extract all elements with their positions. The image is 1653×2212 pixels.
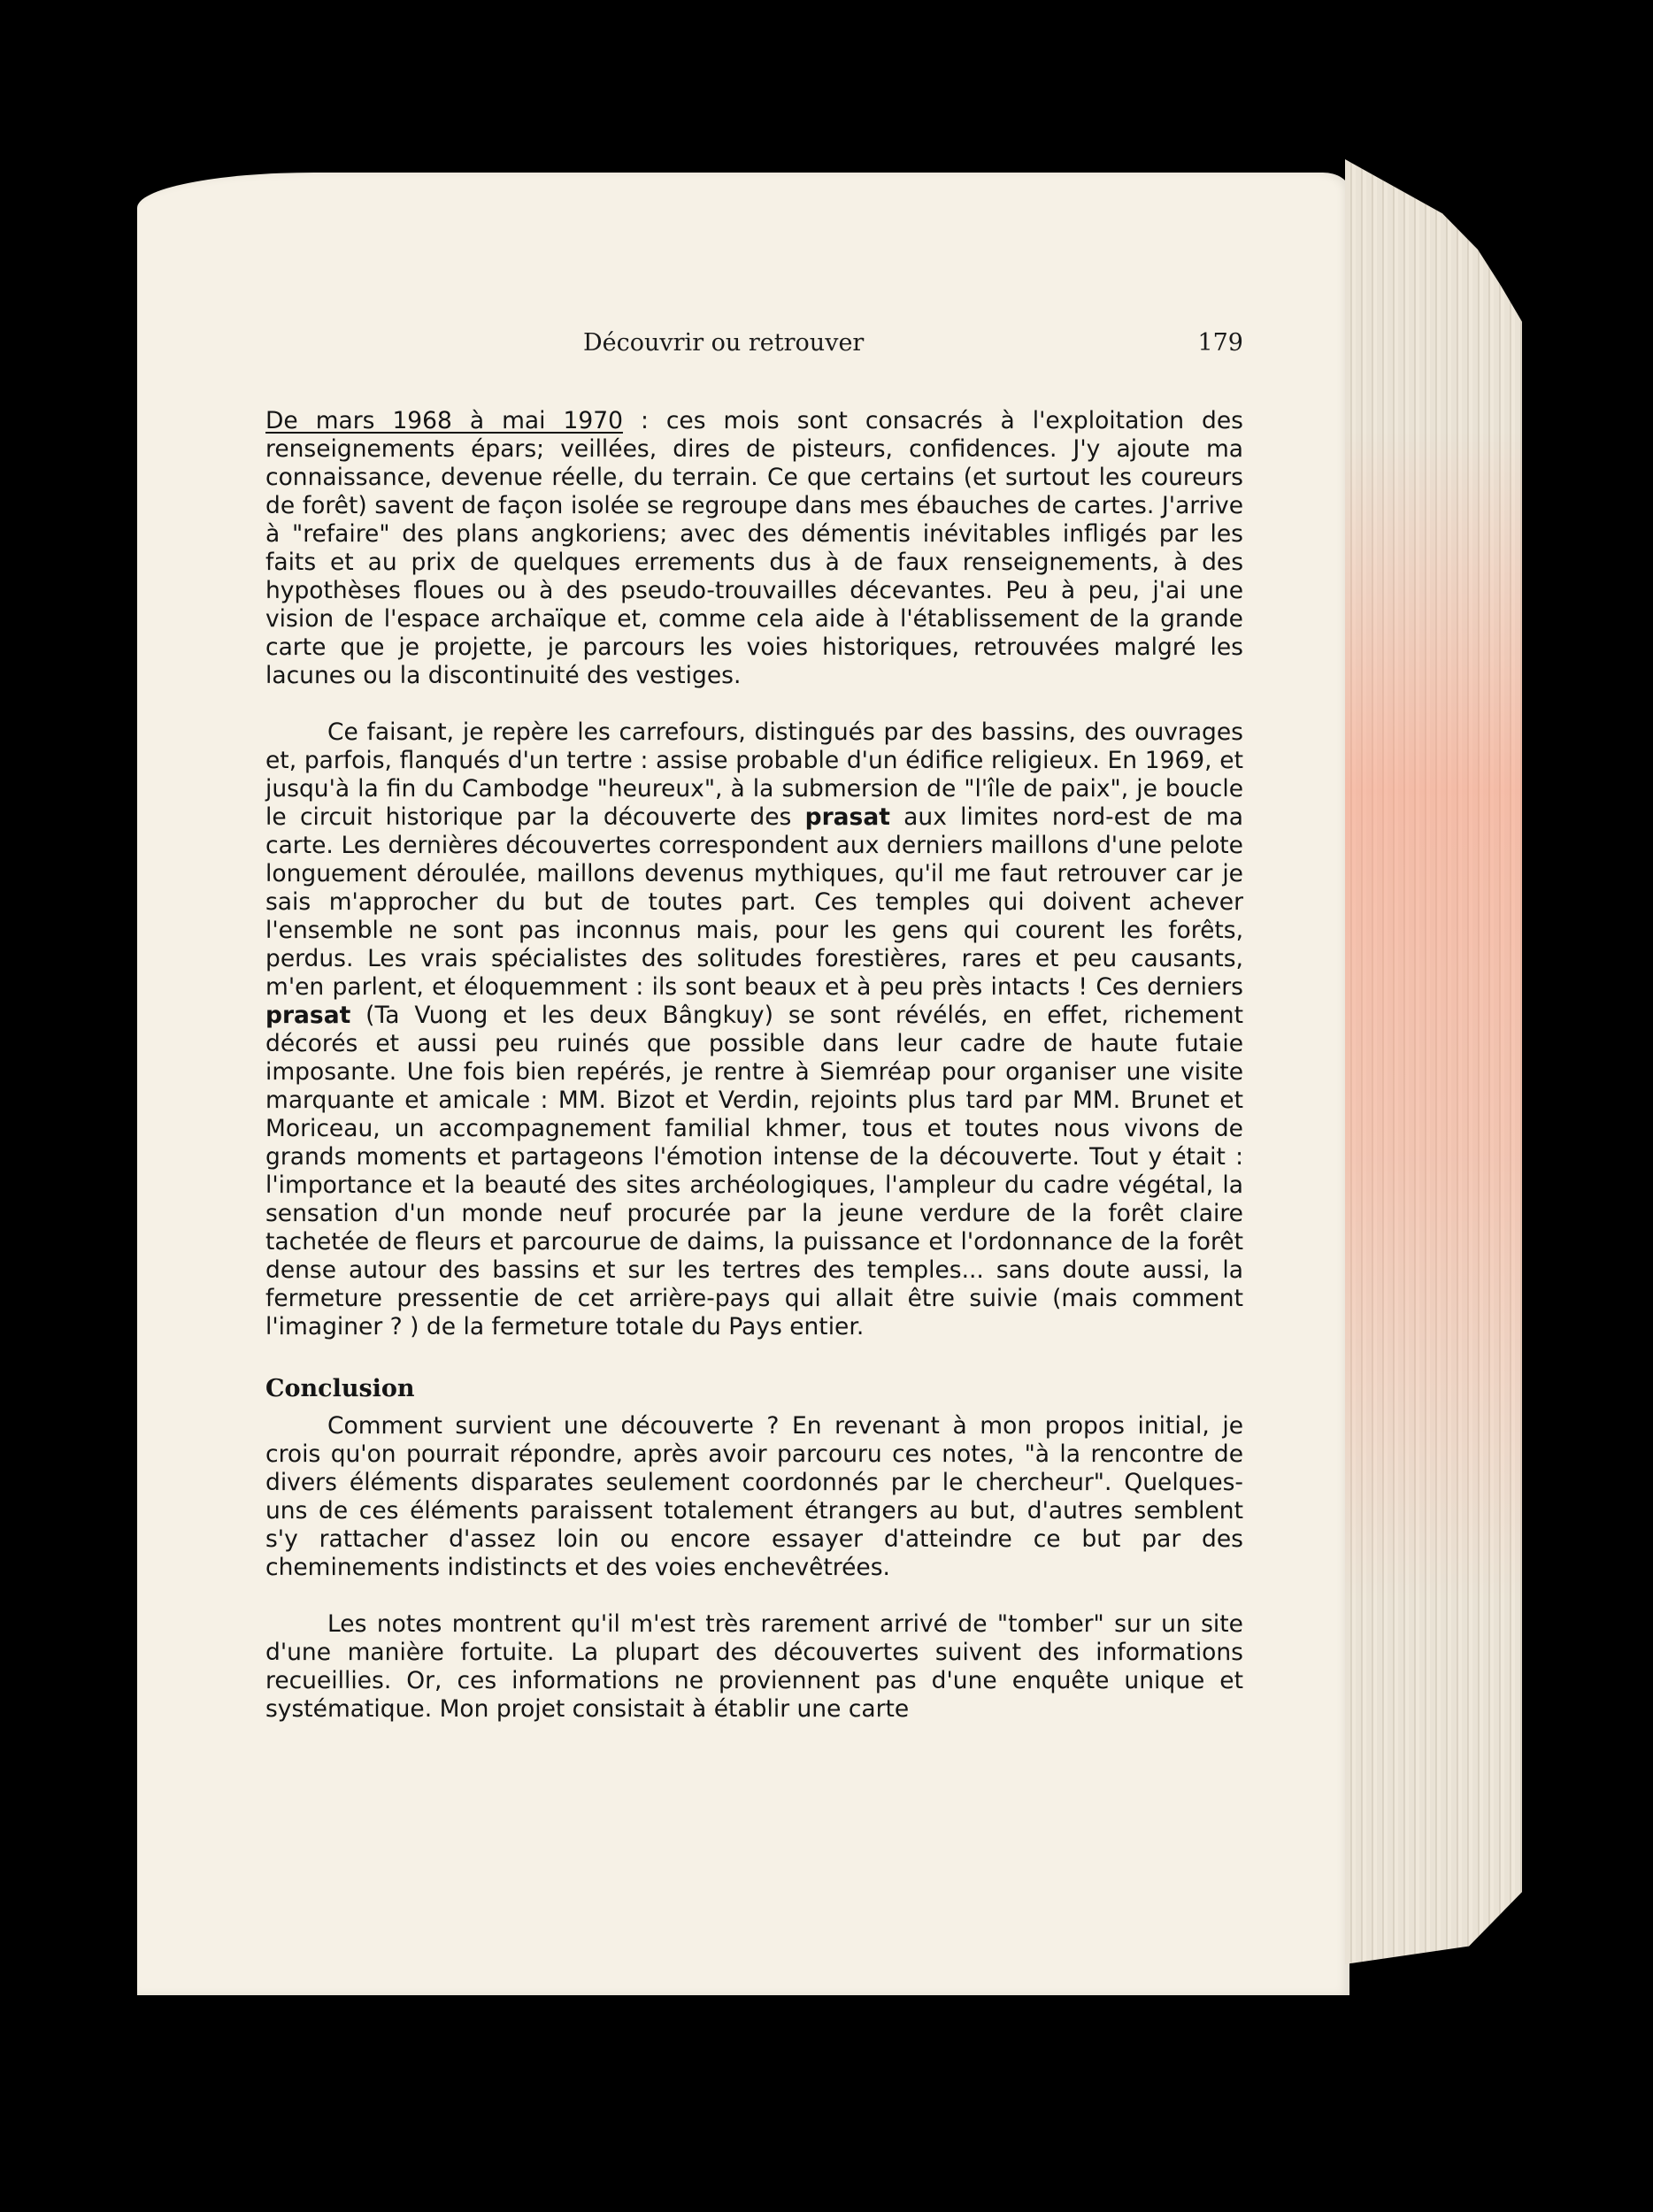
paragraph-2-part-a: Ce faisant, je repère les carrefours, distingués par des bassins, des ouvrages et, parfois, flanqués d'un tertre : assise probable d'un édifice religieux. En 1969, et jusqu'à la fin du Cambodge "heureux", à la submersion de "l'île de paix", je boucle le circuit historique par la découverte des [265,718,1243,831]
paragraph-2 [265,718,1243,1341]
page-edges [1345,159,1522,1964]
page-body [265,407,1243,1724]
section-heading-conclusion: Conclusion [265,1375,415,1402]
paragraph-1-text: : ces mois sont consacrés à l'exploitation des renseignements épars; veillées, dires de pisteurs, confidences. J'y ajoute ma connaissance, devenue réelle, du terrain. Ce que certains (et surtout les coureurs de forêt) savent de façon isolée se regroupe dans mes ébauches de cartes. J'arrive à "refaire" des plans angkoriens; avec des démentis inévitables infligés par les faits et au prix de quelques errements dus à de faux renseignements, à des hypothèses floues ou à des pseudo-trouvailles décevantes. Peu à peu, j'ai une vision de l'espace archaïque et, comme cela aide à l'établissement de la grande carte que je projette, je parcours les voies historiques, retrouvées malgré les lacunes ou la discontinuité des vestiges. [265,407,1243,689]
term-prasat: prasat [265,1002,351,1029]
paragraph-4: Les notes montrent qu'il m'est très rarement arrivé de "tomber" sur un site d'une manière fortuite. La plupart des découvertes suivent des informations recueillies. Or, ces informations ne proviennent pas d'une enquête unique et systématique. Mon projet consistait à établir une carte [265,1610,1243,1723]
page-header [265,329,1243,365]
paragraph-3: Comment survient une découverte ? En revenant à mon propos initial, je crois qu'on pourrait répondre, après avoir parcouru ces notes, "à la rencontre de divers éléments disparates seulement coordonnés par le chercheur". Quelques-uns de ces éléments paraissent totalement étrangers au but, d'autres semblent s'y rattacher d'assez loin ou encore essayer d'atteindre ce but par des cheminements indistincts et des voies enchevêtrées. [265,1412,1243,1581]
running-title: Découvrir ou retrouver [583,329,865,357]
term-prasat: prasat [804,803,890,831]
page-number: 179 [1197,329,1243,357]
paragraph-1 [265,407,1243,690]
paragraph-2-part-e: (Ta Vuong et les deux Bângkuy) se sont révélés, en effet, richement décorés et aussi peu ruinés que possible dans leur cadre de haute futaie imposante. Une fois bien repérés, je rentre à Siemréap pour organiser une visite marquante et amicale : MM. Bizot et Verdin, rejoints plus tard par MM. Brunet et Moriceau, un accompagnement familial khmer, tous et toutes nous vivons de grands moments et partageons l'émotion intense de la découverte. Tout y était : l'importance et la beauté des sites archéologiques, l'ampleur du cadre végétal, la sensation d'un monde neuf procurée par la jeune verdure de la forêt claire tachetée de fleurs et parcourue de daims, la puissance et l'ordonnance de la forêt dense autour des bassins et sur les tertres des temples... sans doute aussi, la fermeture pressentie de cet arrière-pays qui allait être suivie (mais comment l'imaginer ? ) de la fermeture totale du Pays entier. [265,1002,1243,1340]
paragraph-2-part-c: aux limites nord-est de ma carte. Les dernières découvertes correspondent aux derniers maillons d'une pelote longuement déroulée, maillons devenus mythiques, qu'il me faut retrouver car je sais m'approcher du but de toutes part. Ces temples qui doivent achever l'ensemble ne sont pas inconnus mais, pour les gens qui courent les forêts, perdus. Les vrais spécialistes des solitudes forestières, rares et peu causants, m'en parlent, et éloquemment : ils sont beaux et à peu près intacts ! Ces derniers [265,803,1243,1001]
date-range-lead: De mars 1968 à mai 1970 [265,407,623,434]
